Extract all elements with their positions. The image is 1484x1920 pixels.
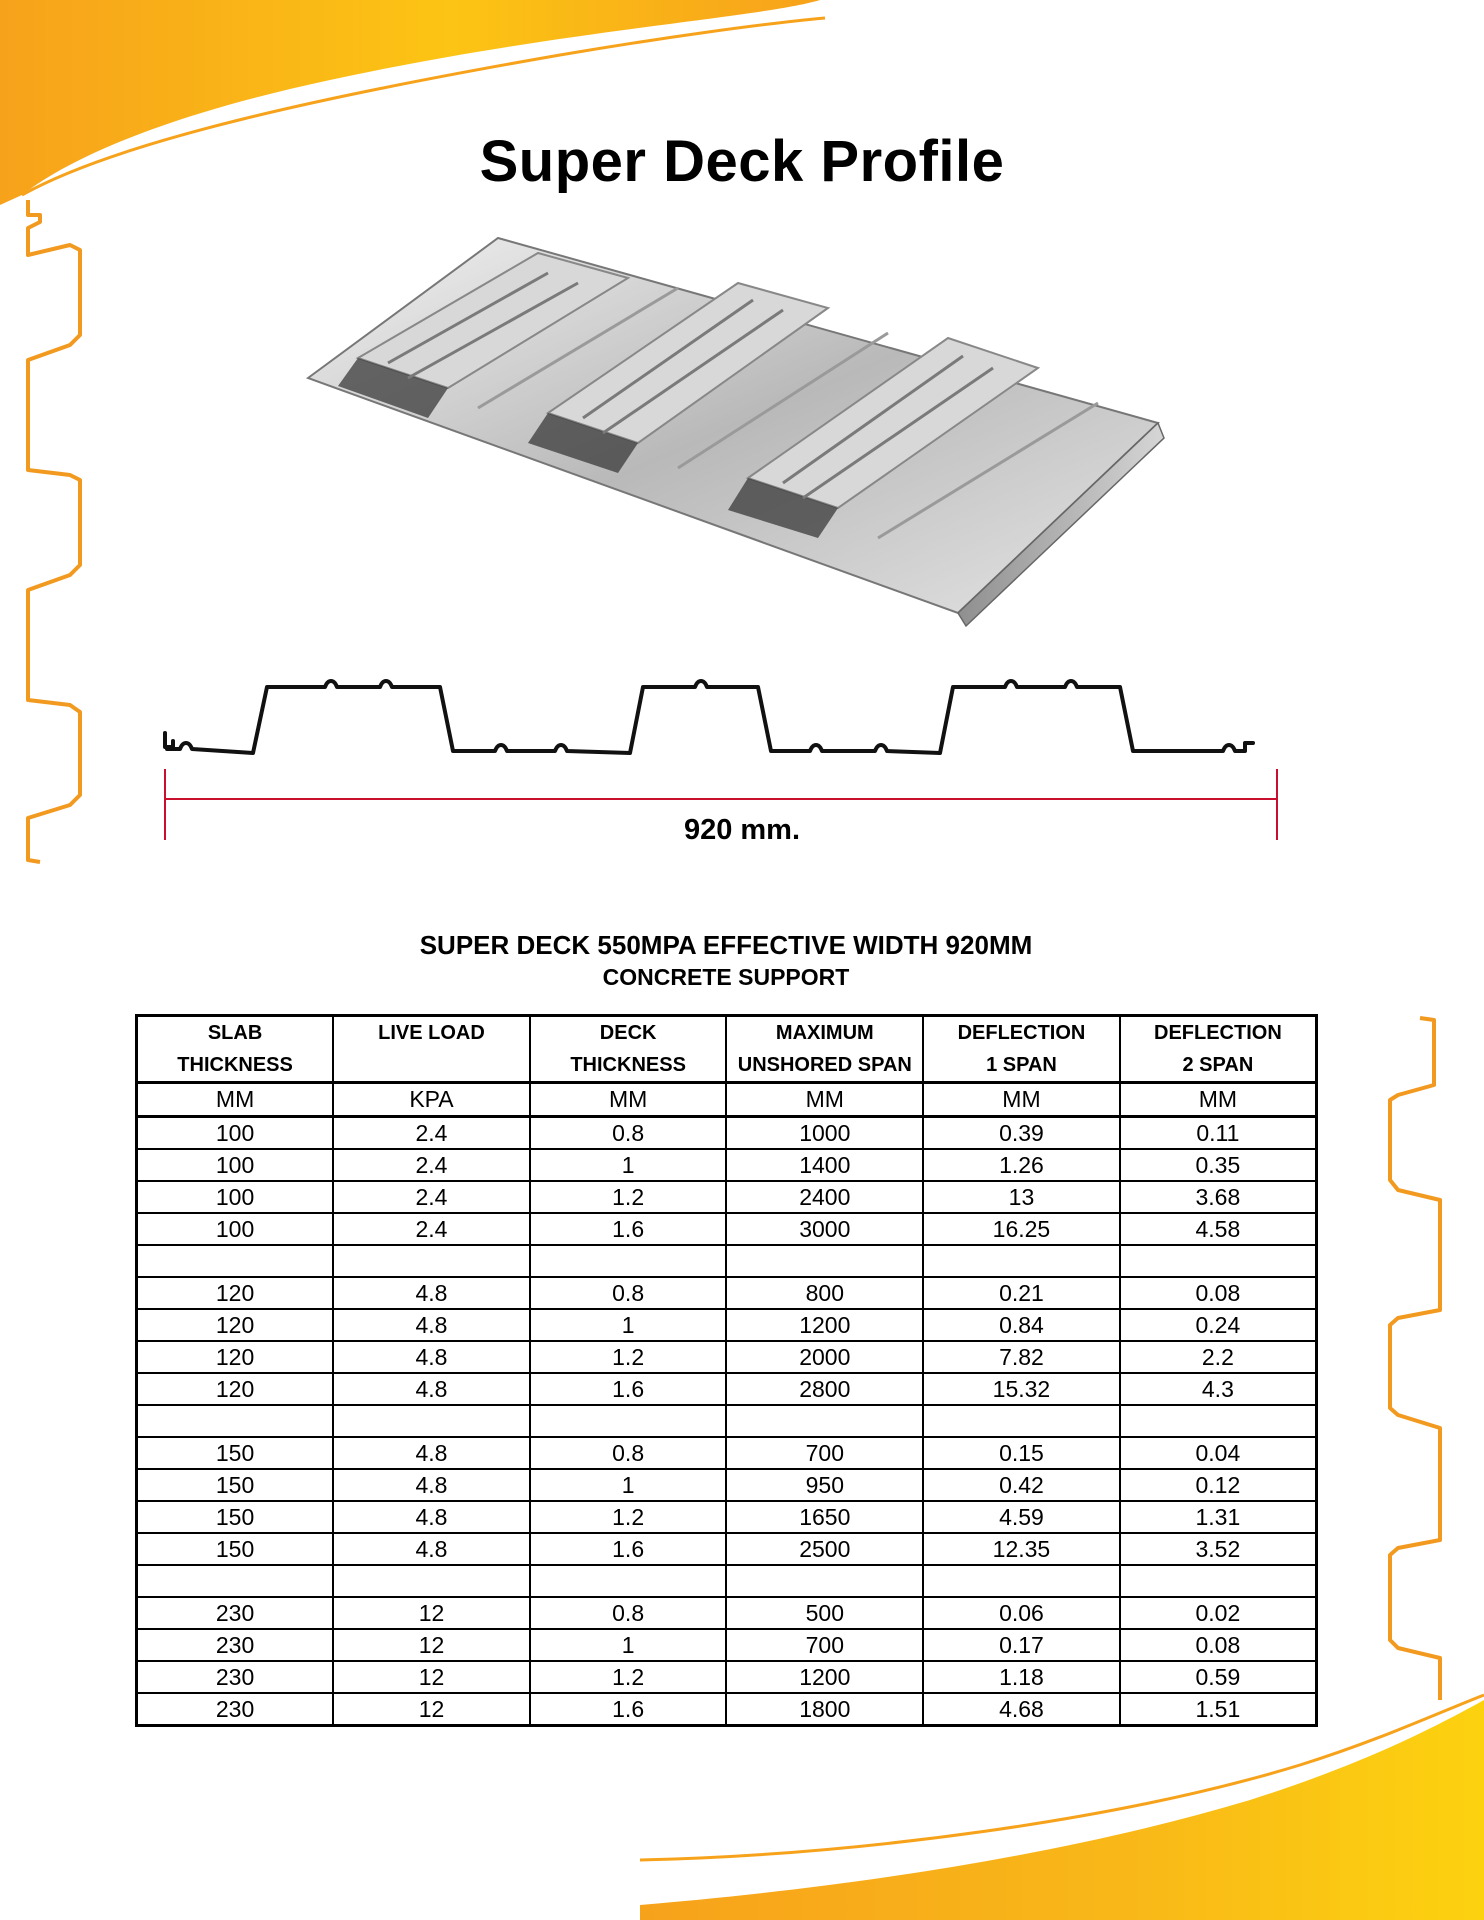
table-cell: 1.6 [530,1373,727,1405]
table-cell: 1.18 [923,1661,1120,1693]
table-cell: 1.51 [1120,1693,1317,1726]
table-cell: 0.35 [1120,1149,1317,1181]
table-cell: 2500 [726,1533,923,1565]
table-cell: 12 [333,1597,530,1629]
table-cell [137,1565,334,1597]
span-table [135,1014,1318,1727]
table-cell: 0.08 [1120,1629,1317,1661]
table-cell: 0.02 [1120,1597,1317,1629]
table-cell: 4.8 [333,1469,530,1501]
table-row [137,1213,1317,1245]
table-cell [333,1405,530,1437]
table-cell: 0.8 [530,1277,727,1309]
table-cell: 800 [726,1277,923,1309]
table-cell: 2.4 [333,1181,530,1213]
table-cell: 1.6 [530,1693,727,1726]
table-cell: 1.2 [530,1181,727,1213]
table-cell: 12 [333,1629,530,1661]
table-cell [333,1245,530,1277]
header-max-unshored-span: MAXIMUM UNSHORED SPAN [726,1016,923,1083]
table-row [137,1629,1317,1661]
table-cell: 1400 [726,1149,923,1181]
table-cell [923,1405,1120,1437]
table-cell: 2400 [726,1181,923,1213]
table-cell: 2000 [726,1341,923,1373]
table-cell: 4.58 [1120,1213,1317,1245]
table-cell: 1.31 [1120,1501,1317,1533]
table-cell: 0.17 [923,1629,1120,1661]
table-cell: 0.39 [923,1117,1120,1150]
unit-cell: MM [137,1083,334,1117]
table-cell: 100 [137,1181,334,1213]
table-row [137,1661,1317,1693]
table-cell [1120,1405,1317,1437]
table-cell: 4.8 [333,1501,530,1533]
profile-outline [165,681,1253,753]
table-cell: 2.4 [333,1213,530,1245]
table-cell [137,1405,334,1437]
table-cell: 0.8 [530,1117,727,1150]
header-deflection-2-span: DEFLECTION 2 SPAN [1120,1016,1317,1083]
table-cell: 4.8 [333,1277,530,1309]
table-cell: 3.68 [1120,1181,1317,1213]
table-cell: 0.24 [1120,1309,1317,1341]
unit-row [137,1083,1317,1117]
table-cell: 120 [137,1277,334,1309]
header-deflection-1-span: DEFLECTION 1 SPAN [923,1016,1120,1083]
table-cell: 0.59 [1120,1661,1317,1693]
table-cell: 150 [137,1469,334,1501]
table-cell: 4.3 [1120,1373,1317,1405]
table-cell: 0.12 [1120,1469,1317,1501]
table-row [137,1341,1317,1373]
page-title: Super Deck Profile [479,129,1005,194]
table-row [137,1597,1317,1629]
table-cell: 2800 [726,1373,923,1405]
table-cell: 1 [530,1309,727,1341]
table-row [137,1245,1317,1277]
table-cell [726,1245,923,1277]
table-cell: 700 [726,1629,923,1661]
table-cell: 1.2 [530,1661,727,1693]
header-row [137,1016,1317,1083]
table-cell: 230 [137,1693,334,1726]
table-cell: 1800 [726,1693,923,1726]
table-cell: 950 [726,1469,923,1501]
table-body [137,1117,1317,1726]
table-cell: 120 [137,1309,334,1341]
header-deck-thickness: DECK THICKNESS [530,1016,727,1083]
table-cell: 12.35 [923,1533,1120,1565]
table-cell [530,1565,727,1597]
table-cell: 2.4 [333,1117,530,1150]
table-cell: 0.84 [923,1309,1120,1341]
unit-cell: KPA [333,1083,530,1117]
header-live-load: LIVE LOAD [333,1016,530,1083]
table-row [137,1501,1317,1533]
table-cell: 0.21 [923,1277,1120,1309]
table-cell: 120 [137,1341,334,1373]
table-cell: 150 [137,1533,334,1565]
table-cell: 3.52 [1120,1533,1317,1565]
table-cell [530,1245,727,1277]
table-cell [530,1405,727,1437]
table-cell: 12 [333,1661,530,1693]
table-cell: 4.8 [333,1437,530,1469]
left-profile-outline [28,200,80,862]
table-cell: 1.2 [530,1501,727,1533]
table-cell: 120 [137,1373,334,1405]
table-cell: 700 [726,1437,923,1469]
table-cell: 1.2 [530,1341,727,1373]
table-cell [1120,1565,1317,1597]
table-cell: 230 [137,1629,334,1661]
table-row [137,1149,1317,1181]
table-cell: 4.59 [923,1501,1120,1533]
table-cell: 1.6 [530,1213,727,1245]
table-cell [137,1245,334,1277]
unit-cell: MM [923,1083,1120,1117]
table-cell: 4.68 [923,1693,1120,1726]
table-cell: 0.08 [1120,1277,1317,1309]
table-cell: 1650 [726,1501,923,1533]
table-cell: 2.4 [333,1149,530,1181]
table-cell: 150 [137,1501,334,1533]
table-cell: 4.8 [333,1533,530,1565]
table-cell [726,1405,923,1437]
table-cell: 16.25 [923,1213,1120,1245]
table-cell: 100 [137,1213,334,1245]
table-row [137,1437,1317,1469]
dimension-label: 920 mm. [683,814,801,846]
table-cell: 150 [137,1437,334,1469]
table-cell: 500 [726,1597,923,1629]
deck-sheet-illustration [298,228,1178,628]
table-cell: 100 [137,1149,334,1181]
table-cell: 0.8 [530,1597,727,1629]
table-row [137,1565,1317,1597]
table-cell: 0.06 [923,1597,1120,1629]
table-cell: 1.26 [923,1149,1120,1181]
table-cell: 0.04 [1120,1437,1317,1469]
table-subtitle: CONCRETE SUPPORT [602,964,850,990]
table-row [137,1277,1317,1309]
table-cell: 4.8 [333,1373,530,1405]
table-cell: 15.32 [923,1373,1120,1405]
table-cell [923,1565,1120,1597]
table-cell: 0.11 [1120,1117,1317,1150]
unit-cell: MM [1120,1083,1317,1117]
table-cell: 1000 [726,1117,923,1150]
table-cell [1120,1245,1317,1277]
table-cell: 1.6 [530,1533,727,1565]
table-row [137,1405,1317,1437]
table-cell: 2.2 [1120,1341,1317,1373]
header-slab-thickness: SLAB THICKNESS [137,1016,334,1083]
table-cell: 13 [923,1181,1120,1213]
table-cell: 4.8 [333,1341,530,1373]
table-row [137,1469,1317,1501]
bottom-swoosh [640,1700,1484,1920]
table-cell: 1 [530,1469,727,1501]
table-row [137,1693,1317,1726]
table-row [137,1117,1317,1150]
right-profile-outline [1390,1018,1440,1700]
table-cell: 3000 [726,1213,923,1245]
table-cell: 1200 [726,1309,923,1341]
table-cell: 100 [137,1117,334,1150]
unit-cell: MM [530,1083,727,1117]
table-row [137,1533,1317,1565]
table-row [137,1309,1317,1341]
table-cell: 7.82 [923,1341,1120,1373]
table-cell: 12 [333,1693,530,1726]
table-cell: 230 [137,1661,334,1693]
table-cell: 1200 [726,1661,923,1693]
table-cell: 4.8 [333,1309,530,1341]
table-row [137,1373,1317,1405]
table-cell: 1 [530,1629,727,1661]
table-cell: 230 [137,1597,334,1629]
table-cell [333,1565,530,1597]
table-row [137,1181,1317,1213]
table-title: SUPER DECK 550MPA EFFECTIVE WIDTH 920MM [419,930,1033,960]
table-cell: 0.42 [923,1469,1120,1501]
table-cell [726,1565,923,1597]
table-cell: 1 [530,1149,727,1181]
table-cell: 0.15 [923,1437,1120,1469]
table-cell [923,1245,1120,1277]
table-cell: 0.8 [530,1437,727,1469]
unit-cell: MM [726,1083,923,1117]
